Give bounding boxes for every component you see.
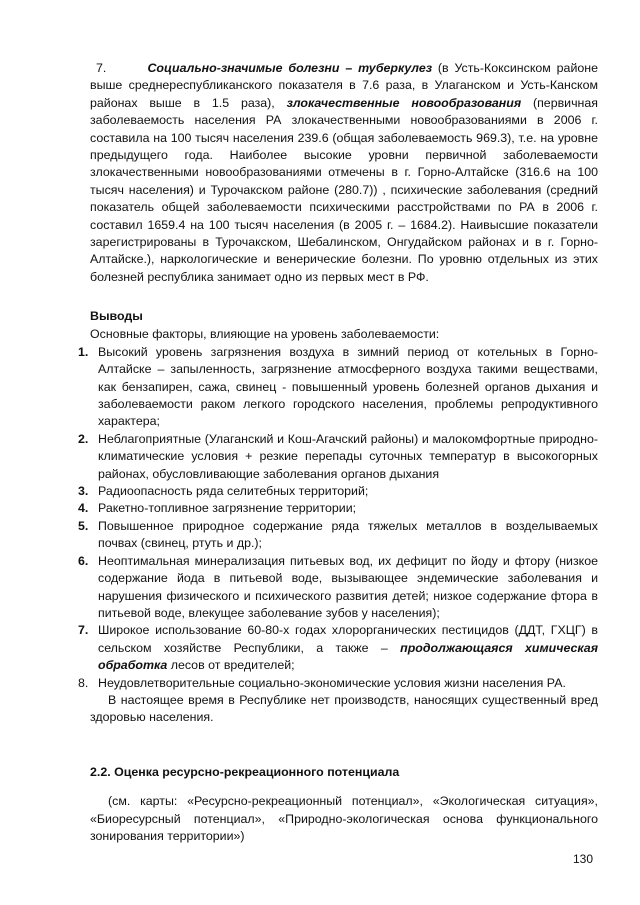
list-item: 2. Неблагоприятные (Улаганский и Кош-Агачский районы) и малокомфортные природно-климатические условия + резкие перепады суточных температур в высокогорных районах, обусловливающие заболевания органов дыхания: [78, 431, 598, 481]
conclusions-intro: Основные факторы, влияющие на уровень заболеваемости:: [90, 327, 440, 342]
emphasis-neoplasms: злокачественные новообразования: [286, 95, 522, 110]
section-heading: 2.2. Оценка ресурсно-рекреационного потенциала: [90, 765, 400, 779]
emphasis-chemical-treatment: продолжающаяся химическая обработка: [98, 640, 598, 673]
page-number: 130: [572, 852, 593, 866]
paragraph-text: (в Усть-Коксинском районе выше среднереспубликанского показателя в 7.6 раза, в Улаганском и Усть-Канском районах выше в 1.5 раза),: [90, 61, 598, 110]
list-item: 8. Неудовлетворительные социально-экономические условия жизни населения РА.: [78, 675, 566, 690]
factors-list: [78, 344, 598, 692]
section-text: (см. карты: «Ресурсно-рекреационный потенциал», «Экологическая ситуация», «Биоресурсный потенциал», «Природно-экологическая основа функционального зонирования территории»): [90, 794, 598, 844]
list-item: 6. Неоптимальная минерализация питьевых вод, их дефицит по йоду и фтору (низкое содержание йода в питьевой воде, вызывающее эндемические заболевания и нарушения физического и психического развития детей; низкое содержание фтора в питьевой воде, влекущее заболевание зубов у населения);: [78, 553, 598, 620]
list-item: 5. Повышенное природное содержание ряда тяжелых металлов в возделываемых почвах (свинец, ртуть и др.);: [78, 518, 598, 551]
paragraph-text: (первичная заболеваемость населения РА злокачественными новообразованиями в 2006 г. составила на 100 тысяч населения 239.6 (общая заболеваемость 969.3), т.е. на уровне предыдущего года. Наиболее высокие уровни первичной заболеваемости злокачественными новообразованиями отмечены в г. Горно-Алтайске (316.6 на 100 тысяч населения) и Турочакском районе (280.7)) , психические заболевания (средний показатель общей заболеваемости психическими расстройствами по РА в 2006 г. составил 1659.4 на 100 тысяч населения (в 2005 г. – 1684.2). Наивысшие показатели зарегистрированы в Турочакском, Шебалинском, Онгудайском районах и в г. Горно-Алтайске.), наркологические и венерические болезни. По уровню отдельных из этих болезней республика занимает одно из первых мест в РФ.: [90, 95, 598, 284]
section-2-2: [90, 764, 598, 846]
list-item: 7. Широкое использование 60-80-х годах хлорорганических пестицидов (ДДТ, ГХЦГ) в сельском хозяйстве Республики, а также – продолжающаяся химическая обработка лесов от вредителей;: [78, 623, 598, 673]
list-item: 4. Ракетно-топливное загрязнение территории;: [78, 501, 357, 516]
list-item: 3. Радиоопасность ряда селитебных территорий;: [78, 484, 369, 499]
list-item: 1. Высокий уровень загрязнения воздуха в зимний период от котельных в Горно-Алтайске – запыленность, загрязнение атмосферного воздуха такими веществами, как бензапирен, сажа, свинец - повышенный уровень болезней органов дыхания и заболеваемости раком легкого городского населения, проблемы репродуктивного характера;: [78, 344, 598, 429]
conclusions-section: [78, 308, 598, 727]
conclusions-heading: Выводы: [90, 309, 143, 323]
emphasis-tuberculosis: Социально-значимые болезни – туберкулез: [147, 61, 433, 75]
paragraph-number: 7.: [96, 61, 107, 75]
paragraph-7: [90, 60, 598, 286]
conclusions-closing: В настоящее время в Республике нет производств, наносящих существенный вред здоровью населения.: [90, 692, 598, 725]
